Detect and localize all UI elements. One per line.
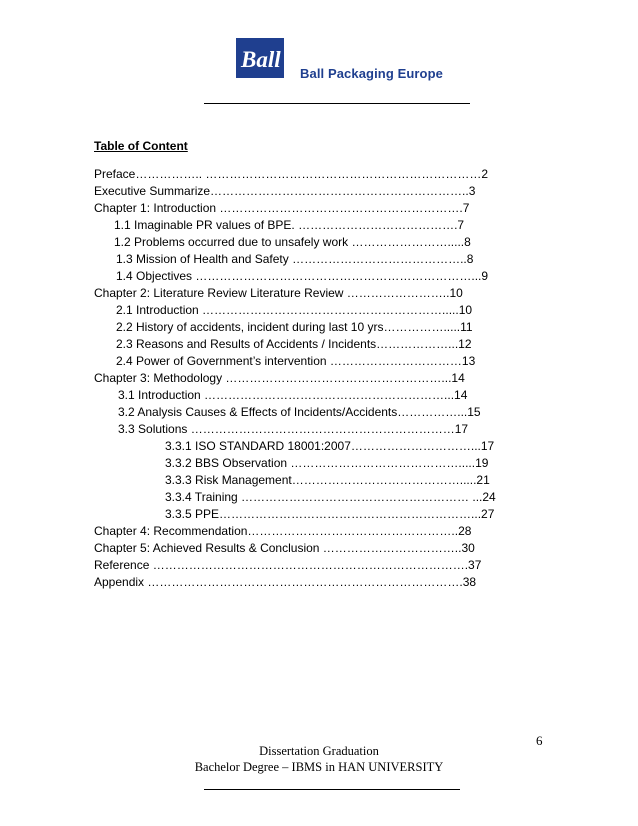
ball-logo <box>236 38 284 78</box>
page-number: 6 <box>536 733 543 748</box>
toc-entry: 3.1 Introduction ……………………………………………………...14 <box>118 388 468 402</box>
toc-entry: 3.3.1 ISO STANDARD 18001:2007…………………………...17 <box>165 439 495 453</box>
toc-entry: Chapter 4: Recommendation……………………………………………..28 <box>94 524 472 538</box>
toc-entry: 3.2 Analysis Causes & Effects of Incidents/Accidents……………...15 <box>118 405 481 419</box>
toc-entry: 3.3 Solutions …………………………………………………………17 <box>118 422 469 436</box>
toc-entry: Chapter 5: Achieved Results & Conclusion ……………………………..30 <box>94 541 475 555</box>
toc-entry: 2.1 Introduction …………………………………………………….....10 <box>116 303 473 317</box>
logo-text: Ball <box>241 47 281 72</box>
toc-entry: Chapter 3: Methodology ………………………………………………...14 <box>94 371 465 385</box>
toc-entry: 2.3 Reasons and Results of Accidents / Incidents………………...12 <box>116 337 472 351</box>
toc-entry: Appendix …………………………………………………………………….38 <box>94 575 477 589</box>
toc-entry: Chapter 2: Literature Review Literature Review ……………………..10 <box>94 286 463 300</box>
header-rule <box>204 103 470 104</box>
toc-entry: Preface…………….. ……………………………………………………………2 <box>94 167 489 181</box>
toc-entry: 3.3.3 Risk Management…………………………………….....21 <box>165 473 490 487</box>
toc-title: Table of Content <box>94 139 188 153</box>
toc-entry: 3.3.4 Training ………………………………………………… ...24 <box>165 490 496 504</box>
toc-entry: 1.1 Imaginable PR values of BPE. ………………………………….7 <box>114 218 465 232</box>
footer-rule <box>204 789 460 790</box>
toc-entry: 2.2 History of accidents, incident during last 10 yrs…………….....11 <box>116 320 473 334</box>
footer-line-2: Bachelor Degree – IBMS in HAN UNIVERSITY <box>194 760 444 774</box>
toc-entry: Chapter 1: Introduction …………………………………………………….7 <box>94 201 470 215</box>
toc-entry: 3.3.5 PPE………………………………………………………...27 <box>165 507 495 521</box>
footer-line-1: Dissertation Graduation <box>259 744 379 758</box>
toc-entry: 2.4 Power of Government’s intervention ……………………………13 <box>116 354 476 368</box>
toc-entry: 1.4 Objectives ……………………………………………………………...9 <box>116 269 489 283</box>
toc-entry: 3.3.2 BBS Observation …………………………………….....19 <box>165 456 489 470</box>
brand-name: Ball Packaging Europe <box>300 66 443 81</box>
toc-entry: 1.2 Problems occurred due to unsafely work …………………….....8 <box>114 235 471 249</box>
toc-entry: 1.3 Mission of Health and Safety ……………………………………..8 <box>116 252 474 266</box>
toc-entry: Reference …………………………………………………………………….37 <box>94 558 482 572</box>
toc-entry: Executive Summarize………………………………………………………..3 <box>94 184 476 198</box>
